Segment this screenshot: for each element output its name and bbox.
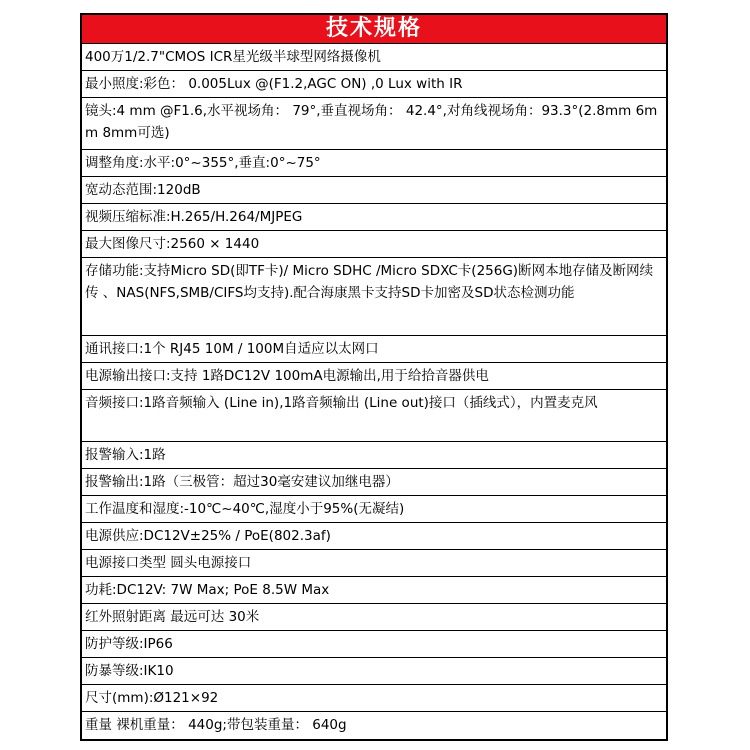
spec-row: 报警输入:1路 [82, 442, 666, 469]
spec-row: 防暴等级:IK10 [82, 658, 666, 685]
spec-row: 电源输出接口:支持 1路DC12V 100mA电源输出,用于给拾音器供电 [82, 363, 666, 390]
spec-row: 尺寸(mm):Ø121×92 [82, 685, 666, 712]
spec-row: 红外照射距离 最远可达 30米 [82, 604, 666, 631]
spec-row: 镜头:4 mm @F1.6,水平视场角： 79°,垂直视场角： 42.4°,对角线视场角：93.3°(2.8mm 6mm 8mm可选) [82, 98, 666, 150]
spec-row: 音频接口:1路音频输入 (Line in),1路音频输出 (Line out)接口（插线式），内置麦克风 [82, 390, 666, 442]
spec-row: 调整角度:水平:0°~355°,垂直:0°~75° [82, 150, 666, 177]
spec-row: 报警输出:1路（三极管：超过30毫安建议加继电器） [82, 469, 666, 496]
spec-row: 功耗:DC12V: 7W Max; PoE 8.5W Max [82, 577, 666, 604]
spec-row: 400万1/2.7"CMOS ICR星光级半球型网络摄像机 [82, 44, 666, 71]
spec-sheet [80, 13, 668, 741]
spec-sheet-title: 技术规格 [82, 15, 666, 44]
spec-row: 宽动态范围:120dB [82, 177, 666, 204]
spec-row: 电源接口类型 圆头电源接口 [82, 550, 666, 577]
spec-row: 最小照度:彩色： 0.005Lux @(F1.2,AGC ON) ,0 Lux with IR [82, 71, 666, 98]
spec-row: 通讯接口:1个 RJ45 10M / 100M自适应以太网口 [82, 336, 666, 363]
spec-rows [82, 44, 666, 739]
spec-row: 最大图像尺寸:2560 × 1440 [82, 231, 666, 258]
spec-row: 工作温度和湿度:-10℃~40℃,湿度小于95%(无凝结) [82, 496, 666, 523]
spec-row: 存储功能:支持Micro SD(即TF卡)/ Micro SDHC /Micro SDXC卡(256G)断网本地存储及断网续传 、NAS(NFS,SMB/CIFS均支持).配合海康黑卡支持SD卡加密及SD状态检测功能 [82, 258, 666, 336]
spec-row: 电源供应:DC12V±25% / PoE(802.3af) [82, 523, 666, 550]
spec-row: 视频压缩标准:H.265/H.264/MJPEG [82, 204, 666, 231]
spec-row: 防护等级:IP66 [82, 631, 666, 658]
spec-row: 重量 裸机重量： 440g;带包装重量： 640g [85, 717, 347, 733]
